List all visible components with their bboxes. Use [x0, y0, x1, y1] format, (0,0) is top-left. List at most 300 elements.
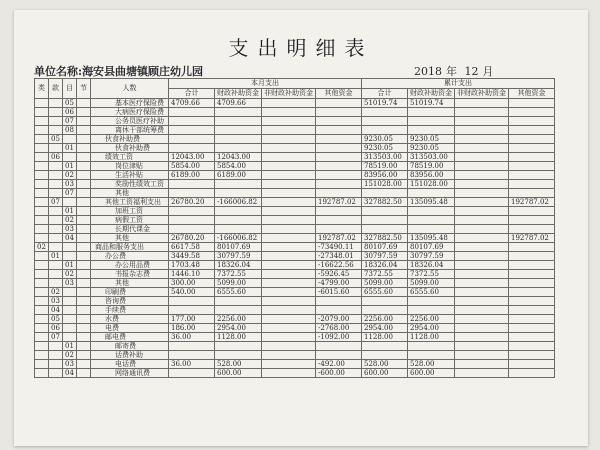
cell-lei	[35, 225, 49, 234]
cell-jie	[77, 135, 91, 144]
cell-month-total: 26780.20	[169, 234, 215, 243]
table-row	[35, 207, 555, 216]
cell-cum-total: 9230.05	[362, 144, 408, 153]
cell-cum-total: 7372.55	[362, 270, 408, 279]
table-row	[35, 225, 555, 234]
table-row	[35, 342, 555, 351]
cell-month-other	[316, 225, 362, 234]
cell-month-total: 540.00	[169, 288, 215, 297]
cell-jie	[77, 369, 91, 378]
cell-mu: 05	[63, 99, 77, 108]
cell-month-nonfiscal	[262, 180, 316, 189]
cell-kuan	[49, 360, 63, 369]
table-row	[35, 108, 555, 117]
cell-kuan: 02	[49, 288, 63, 297]
cell-month-fiscal: 6555.60	[215, 288, 262, 297]
col-month-total: 合计	[169, 89, 215, 99]
cell-month-other: 192787.02	[316, 198, 362, 207]
cell-cum-nonfiscal	[455, 189, 509, 198]
cell-month-other: -600.00	[316, 369, 362, 378]
cell-item-name: 长期代课金	[91, 225, 169, 234]
cell-cum-total	[362, 108, 408, 117]
cell-month-other	[316, 297, 362, 306]
unit-name	[34, 63, 203, 79]
cell-mu	[63, 135, 77, 144]
cell-month-other: -27348.01	[316, 252, 362, 261]
cell-kuan: 06	[49, 324, 63, 333]
cell-cum-total	[362, 225, 408, 234]
cell-cum-nonfiscal	[455, 360, 509, 369]
cell-month-nonfiscal	[262, 351, 316, 360]
cell-cum-fiscal: 600.00	[408, 369, 455, 378]
cell-month-fiscal	[215, 135, 262, 144]
cell-mu: 03	[63, 360, 77, 369]
cell-cum-nonfiscal	[455, 306, 509, 315]
cell-month-total	[169, 207, 215, 216]
cell-item-name: 公务员医疗补助	[91, 117, 169, 126]
table-row	[35, 99, 555, 108]
cell-month-nonfiscal	[262, 306, 316, 315]
cell-cum-other: 192787.02	[509, 234, 555, 243]
cell-month-other: -73490.11	[316, 243, 362, 252]
cell-cum-other	[509, 126, 555, 135]
cell-month-other	[316, 171, 362, 180]
cell-kuan: 05	[49, 315, 63, 324]
cell-month-total	[169, 351, 215, 360]
cell-cum-total	[362, 189, 408, 198]
cell-mu: 02	[63, 351, 77, 360]
cell-cum-total: 83956.00	[362, 171, 408, 180]
cell-month-other	[316, 135, 362, 144]
cell-cum-nonfiscal	[455, 288, 509, 297]
cell-kuan	[49, 99, 63, 108]
cell-cum-total: 9230.05	[362, 135, 408, 144]
cell-month-fiscal: 2256.00	[215, 315, 262, 324]
cell-item-name: 岗位津贴	[91, 162, 169, 171]
col-name: 人数	[91, 79, 169, 99]
cell-cum-nonfiscal	[455, 225, 509, 234]
cell-month-fiscal: 7372.55	[215, 270, 262, 279]
cell-cum-nonfiscal	[455, 126, 509, 135]
cell-month-nonfiscal	[262, 279, 316, 288]
cell-mu	[63, 252, 77, 261]
cell-cum-fiscal: 9230.05	[408, 144, 455, 153]
cell-month-fiscal	[215, 108, 262, 117]
cell-kuan	[49, 243, 63, 252]
cell-month-total: 186.00	[169, 324, 215, 333]
cell-lei	[35, 198, 49, 207]
cell-jie	[77, 216, 91, 225]
cell-item-name: 奖励性绩效工资	[91, 180, 169, 189]
cell-month-other	[316, 216, 362, 225]
cell-month-nonfiscal	[262, 207, 316, 216]
cell-cum-total: 2256.00	[362, 315, 408, 324]
cell-item-name: 病假工资	[91, 216, 169, 225]
cell-lei	[35, 252, 49, 261]
cell-lei	[35, 351, 49, 360]
cell-lei	[35, 126, 49, 135]
cell-month-nonfiscal	[262, 333, 316, 342]
cell-month-nonfiscal	[262, 252, 316, 261]
cell-cum-other	[509, 351, 555, 360]
cell-kuan	[49, 180, 63, 189]
table-row	[35, 252, 555, 261]
cell-cum-other	[509, 261, 555, 270]
table-row	[35, 360, 555, 369]
cell-cum-nonfiscal	[455, 153, 509, 162]
cell-jie	[77, 297, 91, 306]
cell-cum-total	[362, 306, 408, 315]
cell-cum-other	[509, 225, 555, 234]
unit-value: 海安县曲塘镇顾庄幼儿园	[82, 65, 204, 78]
cell-mu: 01	[63, 261, 77, 270]
cell-month-nonfiscal	[262, 315, 316, 324]
cell-cum-other	[509, 153, 555, 162]
cell-kuan	[49, 207, 63, 216]
cell-mu: 04	[63, 369, 77, 378]
cell-cum-fiscal: 80107.69	[408, 243, 455, 252]
cell-month-total	[169, 225, 215, 234]
cell-month-total: 300.00	[169, 279, 215, 288]
cell-month-nonfiscal	[262, 360, 316, 369]
table-row	[35, 279, 555, 288]
cell-lei	[35, 261, 49, 270]
cell-jie	[77, 351, 91, 360]
table-row	[35, 351, 555, 360]
cell-month-fiscal: 528.00	[215, 360, 262, 369]
cell-cum-total	[362, 351, 408, 360]
cell-jie	[77, 279, 91, 288]
table-row	[35, 369, 555, 378]
cell-lei	[35, 207, 49, 216]
cell-jie	[77, 207, 91, 216]
cell-month-other	[316, 306, 362, 315]
date-year: 2018	[414, 65, 442, 78]
cell-month-total	[169, 369, 215, 378]
cell-month-nonfiscal	[262, 171, 316, 180]
cell-month-other	[316, 99, 362, 108]
table-row	[35, 180, 555, 189]
cell-cum-total: 30797.59	[362, 252, 408, 261]
cell-mu: 01	[63, 162, 77, 171]
cell-month-fiscal: 5854.00	[215, 162, 262, 171]
cell-jie	[77, 189, 91, 198]
report-date	[414, 63, 498, 79]
page-title: 支出明细表	[228, 36, 374, 60]
date-month-suffix: 月	[482, 65, 494, 78]
cell-mu	[63, 243, 77, 252]
cell-month-total	[169, 306, 215, 315]
cell-mu: 02	[63, 171, 77, 180]
cell-item-name: 书报杂志费	[91, 270, 169, 279]
cell-lei	[35, 270, 49, 279]
cell-month-total	[169, 117, 215, 126]
cell-lei	[35, 306, 49, 315]
cell-month-nonfiscal	[262, 234, 316, 243]
cell-month-total	[169, 135, 215, 144]
cell-month-fiscal	[215, 225, 262, 234]
cell-item-name: 伙食补助费	[91, 135, 169, 144]
cell-cum-total: 80107.69	[362, 243, 408, 252]
cell-cum-total: 51019.74	[362, 99, 408, 108]
cell-cum-nonfiscal	[455, 117, 509, 126]
cell-mu	[63, 306, 77, 315]
cell-cum-total	[362, 216, 408, 225]
cell-mu	[63, 198, 77, 207]
cell-cum-total	[362, 207, 408, 216]
cell-cum-nonfiscal	[455, 342, 509, 351]
cell-month-total	[169, 126, 215, 135]
table-row	[35, 144, 555, 153]
cell-cum-other	[509, 216, 555, 225]
cell-month-nonfiscal	[262, 369, 316, 378]
cell-lei	[35, 297, 49, 306]
cell-jie	[77, 225, 91, 234]
cell-month-fiscal	[215, 297, 262, 306]
cell-cum-nonfiscal	[455, 261, 509, 270]
cell-month-total: 12043.00	[169, 153, 215, 162]
cell-kuan: 05	[49, 135, 63, 144]
cell-kuan: 06	[49, 153, 63, 162]
cell-cum-fiscal: 2256.00	[408, 315, 455, 324]
cell-item-name: 网络通讯费	[91, 369, 169, 378]
cell-kuan: 04	[49, 306, 63, 315]
cell-month-total	[169, 144, 215, 153]
cell-item-name: 其他	[91, 279, 169, 288]
cell-cum-nonfiscal	[455, 252, 509, 261]
cell-item-name: 咨询费	[91, 297, 169, 306]
cell-cum-total	[362, 126, 408, 135]
cell-cum-fiscal: 528.00	[408, 360, 455, 369]
cell-month-fiscal: -166006.82	[215, 198, 262, 207]
cell-month-nonfiscal	[262, 153, 316, 162]
table-row	[35, 117, 555, 126]
cell-lei	[35, 144, 49, 153]
cell-cum-other	[509, 99, 555, 108]
cell-month-nonfiscal	[262, 270, 316, 279]
cell-cum-fiscal: 5099.00	[408, 279, 455, 288]
cell-cum-other	[509, 252, 555, 261]
cell-cum-other	[509, 324, 555, 333]
cell-kuan	[49, 351, 63, 360]
cell-month-other	[316, 108, 362, 117]
table-row	[35, 324, 555, 333]
cell-jie	[77, 270, 91, 279]
cell-month-fiscal: 4709.66	[215, 99, 262, 108]
cell-month-nonfiscal	[262, 216, 316, 225]
cell-cum-fiscal	[408, 108, 455, 117]
cell-lei	[35, 324, 49, 333]
cell-item-name: 伙食补助费	[91, 144, 169, 153]
group-month: 本月支出	[169, 79, 362, 89]
cell-lei	[35, 234, 49, 243]
cell-cum-fiscal: 6555.60	[408, 288, 455, 297]
cell-kuan	[49, 117, 63, 126]
cell-jie	[77, 108, 91, 117]
col-mu: 目	[63, 79, 77, 99]
col-month-fiscal: 财政补助资金	[215, 89, 262, 99]
cell-jie	[77, 315, 91, 324]
cell-item-name: 印刷费	[91, 288, 169, 297]
cell-cum-fiscal: 313503.00	[408, 153, 455, 162]
cell-jie	[77, 324, 91, 333]
cell-month-fiscal: 5099.00	[215, 279, 262, 288]
cell-mu: 08	[63, 126, 77, 135]
col-cum-other: 其他资金	[509, 89, 555, 99]
cell-cum-nonfiscal	[455, 243, 509, 252]
cell-month-nonfiscal	[262, 99, 316, 108]
cell-month-total: 36.00	[169, 360, 215, 369]
cell-mu: 07	[63, 117, 77, 126]
cell-month-other	[316, 117, 362, 126]
cell-mu	[63, 333, 77, 342]
cell-jie	[77, 153, 91, 162]
cell-item-name: 电话费	[91, 360, 169, 369]
cell-month-fiscal	[215, 207, 262, 216]
col-jie: 节	[77, 79, 91, 99]
cell-cum-total: 600.00	[362, 369, 408, 378]
cell-month-total: 177.00	[169, 315, 215, 324]
cell-month-other: -2079.00	[316, 315, 362, 324]
cell-lei	[35, 342, 49, 351]
cell-month-fiscal: -166006.82	[215, 234, 262, 243]
cell-cum-nonfiscal	[455, 135, 509, 144]
cell-cum-nonfiscal	[455, 297, 509, 306]
cell-mu: 03	[63, 225, 77, 234]
cell-cum-total: 528.00	[362, 360, 408, 369]
cell-month-fiscal	[215, 126, 262, 135]
cell-lei	[35, 162, 49, 171]
cell-jie	[77, 117, 91, 126]
cell-month-fiscal: 18326.04	[215, 261, 262, 270]
unit-label: 单位名称:	[34, 65, 83, 78]
cell-month-total: 36.00	[169, 333, 215, 342]
cell-cum-nonfiscal	[455, 216, 509, 225]
cell-item-name: 生活补贴	[91, 171, 169, 180]
table-row	[35, 171, 555, 180]
cell-cum-fiscal: 135095.48	[408, 234, 455, 243]
date-month: 12	[464, 65, 479, 78]
cell-mu: 06	[63, 108, 77, 117]
cell-cum-fiscal: 1128.00	[408, 333, 455, 342]
cell-item-name: 商品和服务支出	[91, 243, 169, 252]
ledger-body	[35, 99, 555, 378]
cell-cum-other	[509, 117, 555, 126]
cell-lei	[35, 99, 49, 108]
group-cumulative: 累计支出	[362, 79, 555, 89]
cell-month-total	[169, 180, 215, 189]
cell-kuan: 01	[49, 252, 63, 261]
cell-mu	[63, 297, 77, 306]
cell-mu: 01	[63, 207, 77, 216]
cell-month-other: -1092.00	[316, 333, 362, 342]
cell-kuan: 07	[49, 333, 63, 342]
cell-cum-total: 327882.50	[362, 198, 408, 207]
cell-cum-other	[509, 171, 555, 180]
cell-cum-total	[362, 342, 408, 351]
cell-kuan	[49, 126, 63, 135]
cell-kuan	[49, 171, 63, 180]
cell-cum-fiscal: 78519.00	[408, 162, 455, 171]
cell-cum-nonfiscal	[455, 198, 509, 207]
cell-lei	[35, 153, 49, 162]
cell-lei	[35, 108, 49, 117]
cell-month-fiscal	[215, 189, 262, 198]
cell-month-total	[169, 297, 215, 306]
cell-month-total: 6189.00	[169, 171, 215, 180]
cell-kuan	[49, 189, 63, 198]
cell-item-name: 话费补助	[91, 351, 169, 360]
cell-jie	[77, 126, 91, 135]
cell-cum-other	[509, 306, 555, 315]
cell-kuan	[49, 261, 63, 270]
cell-month-nonfiscal	[262, 288, 316, 297]
cell-cum-fiscal	[408, 126, 455, 135]
cell-cum-nonfiscal	[455, 99, 509, 108]
cell-item-name: 离休干部统筹费	[91, 126, 169, 135]
cell-month-other	[316, 153, 362, 162]
cell-jie	[77, 333, 91, 342]
cell-cum-nonfiscal	[455, 207, 509, 216]
cell-cum-other	[509, 342, 555, 351]
cell-cum-nonfiscal	[455, 351, 509, 360]
cell-month-fiscal	[215, 144, 262, 153]
cell-lei	[35, 117, 49, 126]
cell-jie	[77, 306, 91, 315]
cell-cum-fiscal: 51019.74	[408, 99, 455, 108]
table-row	[35, 243, 555, 252]
cell-cum-fiscal: 2954.00	[408, 324, 455, 333]
cell-item-name: 绩效工资	[91, 153, 169, 162]
cell-item-name: 电费	[91, 324, 169, 333]
cell-month-nonfiscal	[262, 225, 316, 234]
cell-month-nonfiscal	[262, 126, 316, 135]
cell-jie	[77, 288, 91, 297]
cell-month-other: -2768.00	[316, 324, 362, 333]
cell-cum-total: 151028.00	[362, 180, 408, 189]
cell-mu	[63, 315, 77, 324]
cell-cum-nonfiscal	[455, 315, 509, 324]
col-month-other: 其他资金	[316, 89, 362, 99]
cell-kuan: 03	[49, 297, 63, 306]
ledger-sheet	[14, 10, 588, 446]
cell-cum-total: 5099.00	[362, 279, 408, 288]
cell-month-fiscal	[215, 117, 262, 126]
cell-item-name: 邮寄费	[91, 342, 169, 351]
cell-cum-fiscal: 7372.55	[408, 270, 455, 279]
col-cum-total: 合计	[362, 89, 408, 99]
cell-month-fiscal: 30797.59	[215, 252, 262, 261]
cell-month-nonfiscal	[262, 342, 316, 351]
cell-mu: 02	[63, 270, 77, 279]
cell-month-fiscal	[215, 342, 262, 351]
cell-cum-other: 192787.02	[509, 198, 555, 207]
table-row	[35, 162, 555, 171]
cell-lei	[35, 288, 49, 297]
cell-month-other	[316, 351, 362, 360]
cell-kuan	[49, 234, 63, 243]
cell-cum-fiscal: 30797.59	[408, 252, 455, 261]
cell-cum-nonfiscal	[455, 279, 509, 288]
cell-lei	[35, 171, 49, 180]
table-row	[35, 153, 555, 162]
cell-mu: 01	[63, 342, 77, 351]
cell-month-fiscal: 12043.00	[215, 153, 262, 162]
cell-month-total: 3449.58	[169, 252, 215, 261]
cell-mu: 03	[63, 180, 77, 189]
table-row	[35, 198, 555, 207]
cell-cum-total: 6555.60	[362, 288, 408, 297]
